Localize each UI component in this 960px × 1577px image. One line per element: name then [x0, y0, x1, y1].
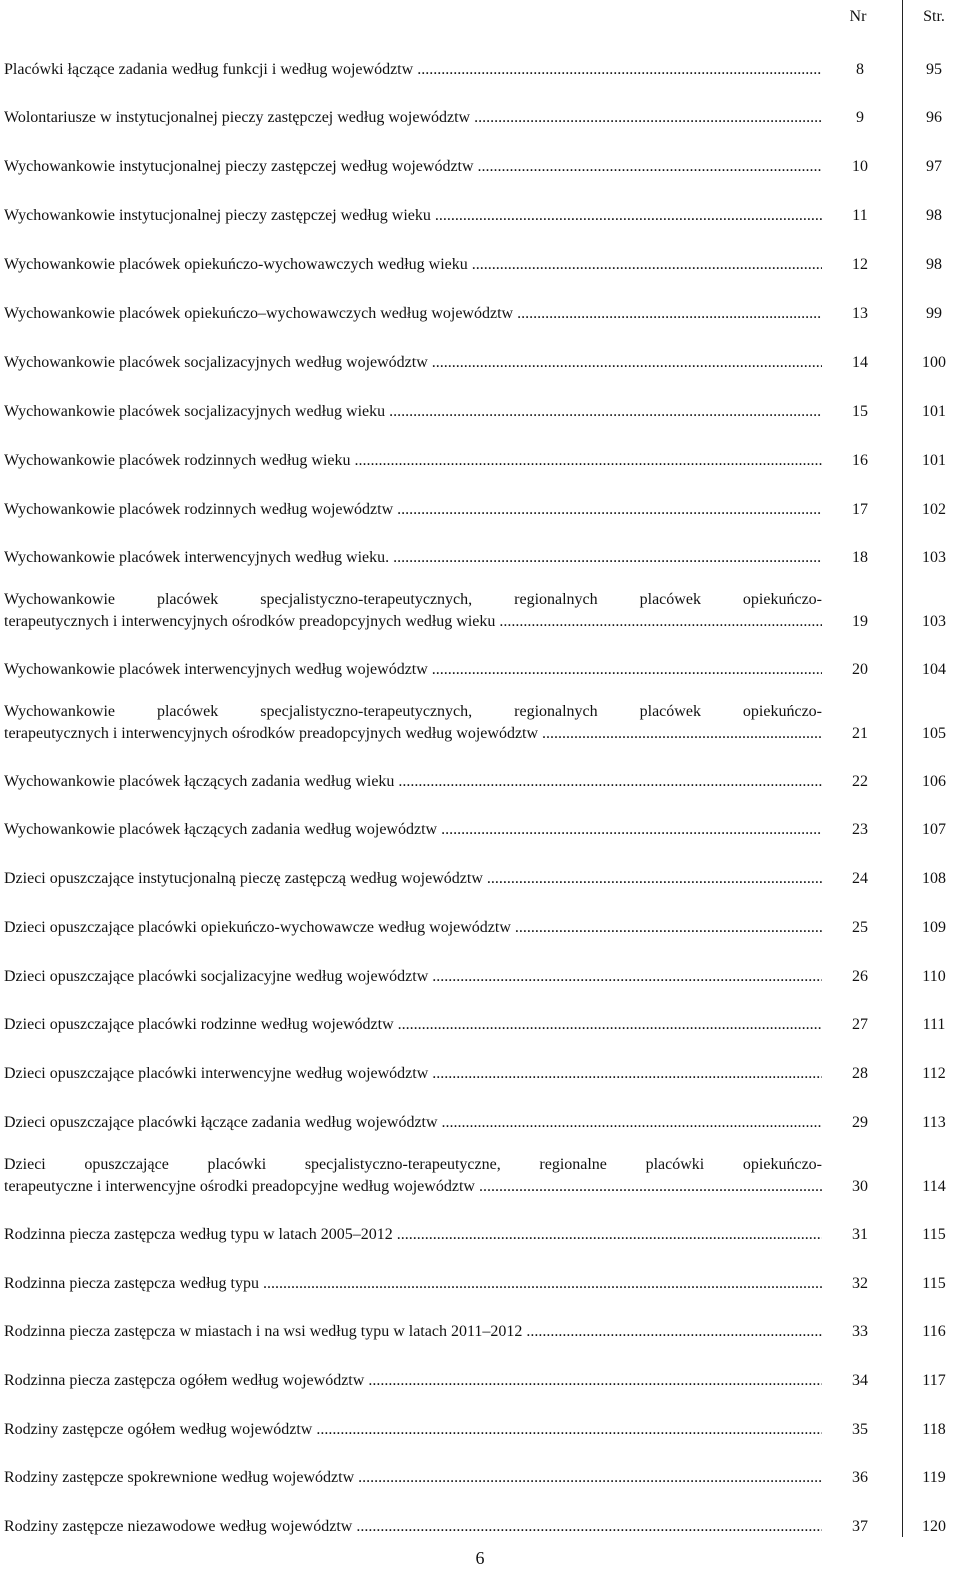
toc-entry-title-line1: Wychowankowie placówek specjalistyczno-terapeutycznych, regionalnych placówek opiekuńczo-: [4, 591, 822, 608]
toc-entry-number: 16: [852, 452, 868, 469]
toc-entry-title-line2: terapeutycznych i interwencyjnych ośrodków preadopcyjnych według województw .....: [4, 724, 822, 744]
toc-entry-title: Wychowankowie instytucjonalnej pieczy zastępczej według województw .....: [4, 157, 822, 177]
toc-entry-title: Wychowankowie placówek opiekuńczo–wychowawczych według województw .....: [4, 304, 822, 324]
toc-entry-page: 107: [922, 821, 946, 838]
toc-entry-number: 22: [852, 773, 868, 790]
toc-entry-page: 112: [922, 1065, 946, 1082]
toc-entry-title: Wychowankowie instytucjonalnej pieczy zastępczej według wieku .....: [4, 206, 822, 226]
toc-entry-title: Rodzinna piecza zastępcza według typu .....: [4, 1274, 822, 1294]
toc-entry-page: 113: [922, 1114, 946, 1131]
toc-entry-number: 14: [852, 354, 868, 371]
toc-entry-number: 28: [852, 1065, 868, 1082]
toc-entry-page: 110: [922, 968, 946, 985]
toc-entry-number: 20: [852, 661, 868, 678]
toc-entry-number: 19: [852, 613, 868, 630]
toc-entry-number: 37: [852, 1518, 868, 1535]
toc-entry-title: Wolontariusze w instytucjonalnej pieczy zastępczej według województw .....: [4, 108, 822, 128]
toc-entry-page: 120: [922, 1518, 946, 1535]
toc-entry-page: 96: [926, 109, 942, 126]
toc-entry-title: Wychowankowie placówek łączących zadania według województw .....: [4, 820, 822, 840]
toc-entry-number: 21: [852, 725, 868, 742]
toc-entry-page: 119: [922, 1469, 946, 1486]
toc-entry-page: 101: [922, 452, 946, 469]
toc-entry-number: 24: [852, 870, 868, 887]
toc-entry-number: 12: [852, 256, 868, 273]
toc-entry-number: 9: [856, 109, 864, 126]
toc-entry-title-line2: terapeutyczne i interwencyjne ośrodki preadopcyjne według województw .....: [4, 1177, 822, 1197]
toc-entry-title: Placówki łączące zadania według funkcji i według województw .....: [4, 60, 822, 80]
toc-entry-title: Wychowankowie placówek interwencyjnych według województw .....: [4, 660, 822, 680]
toc-entry-page: 111: [922, 1016, 946, 1033]
toc-entry-title: Dzieci opuszczające placówki interwencyjne według województw .....: [4, 1064, 822, 1084]
toc-entry-page: 99: [926, 305, 942, 322]
toc-entry-page: 104: [922, 661, 946, 678]
toc-entry-title-line2: terapeutycznych i interwencyjnych ośrodków preadopcyjnych według wieku .....: [4, 612, 822, 632]
page-number: 6: [475, 1548, 485, 1568]
toc-entry-title: Dzieci opuszczające instytucjonalną pieczę zastępczą według województw .....: [4, 869, 822, 889]
toc-entry-title: Wychowankowie placówek rodzinnych według wieku .....: [4, 451, 822, 471]
toc-entry-title: Rodziny zastępcze niezawodowe według województw .....: [4, 1517, 822, 1537]
toc-entry-title-line1: Wychowankowie placówek specjalistyczno-terapeutycznych, regionalnych placówek opiekuńczo-: [4, 703, 822, 720]
toc-entry-page: 115: [922, 1275, 946, 1292]
toc-entry-title: Wychowankowie placówek rodzinnych według województw .....: [4, 500, 822, 520]
toc-entry-number: 30: [852, 1178, 868, 1195]
toc-entry-page: 102: [922, 501, 946, 518]
toc-entry-number: 11: [852, 207, 868, 224]
header-str: Str.: [923, 8, 945, 25]
toc-entry-number: 13: [852, 305, 868, 322]
toc-entry-page: 108: [922, 870, 946, 887]
toc-entry-number: 26: [852, 968, 868, 985]
toc-entry-page: 98: [926, 256, 942, 273]
toc-entry-title-line1: Dzieci opuszczające placówki specjalistyczno-terapeutyczne, regionalne placówki opiekuńczo-: [4, 1156, 822, 1173]
toc-entry-page: 109: [922, 919, 946, 936]
toc-entry-title: Rodzinna piecza zastępcza ogółem według województw .....: [4, 1371, 822, 1391]
toc-entry-page: 116: [922, 1323, 946, 1340]
toc-entry-page: 106: [922, 773, 946, 790]
toc-entry-number: 25: [852, 919, 868, 936]
toc-entry-page: 118: [922, 1421, 946, 1438]
toc-entry-title: Wychowankowie placówek opiekuńczo-wychowawczych według wieku .....: [4, 255, 822, 275]
toc-entry-title: Rodziny zastępcze spokrewnione według województw .....: [4, 1468, 822, 1488]
toc-entry-number: 10: [852, 158, 868, 175]
toc-entry-number: 33: [852, 1323, 868, 1340]
toc-entry-number: 8: [856, 61, 864, 78]
toc-entry-number: 29: [852, 1114, 868, 1131]
toc-entry-title: Dzieci opuszczające placówki łączące zadania według województw .....: [4, 1113, 822, 1133]
toc-entry-number: 18: [852, 549, 868, 566]
toc-entry-number: 34: [852, 1372, 868, 1389]
toc-entry-page: 100: [922, 354, 946, 371]
toc-entry-number: 23: [852, 821, 868, 838]
toc-entry-number: 35: [852, 1421, 868, 1438]
toc-entry-page: 95: [926, 61, 942, 78]
toc-entry-page: 114: [922, 1178, 946, 1195]
toc-entry-number: 27: [852, 1016, 868, 1033]
column-divider: [902, 0, 903, 1537]
toc-entry-title: Rodziny zastępcze ogółem według województw .....: [4, 1420, 822, 1440]
toc-entry-page: 103: [922, 613, 946, 630]
toc-entry-page: 115: [922, 1226, 946, 1243]
toc-entry-title: Dzieci opuszczające placówki opiekuńczo-wychowawcze według województw .....: [4, 918, 822, 938]
toc-entry-page: 98: [926, 207, 942, 224]
toc-entry-title: Wychowankowie placówek socjalizacyjnych według województw .....: [4, 353, 822, 373]
toc-entry-page: 97: [926, 158, 942, 175]
toc-entry-page: 117: [922, 1372, 946, 1389]
toc-entry-number: 17: [852, 501, 868, 518]
toc-entry-page: 101: [922, 403, 946, 420]
toc-entry-page: 103: [922, 549, 946, 566]
toc-entry-title: Rodzinna piecza zastępcza w miastach i na wsi według typu w latach 2011–2012 .....: [4, 1322, 822, 1342]
toc-entry-page: 105: [922, 725, 946, 742]
toc-entry-number: 31: [852, 1226, 868, 1243]
toc-entry-title: Wychowankowie placówek interwencyjnych według wieku. .....: [4, 548, 822, 568]
toc-entry-number: 15: [852, 403, 868, 420]
toc-entry-number: 32: [852, 1275, 868, 1292]
toc-entry-title: Wychowankowie placówek socjalizacyjnych według wieku .....: [4, 402, 822, 422]
toc-entry-number: 36: [852, 1469, 868, 1486]
toc-entry-title: Wychowankowie placówek łączących zadania według wieku .....: [4, 772, 822, 792]
toc-entry-title: Dzieci opuszczające placówki socjalizacyjne według województw .....: [4, 967, 822, 987]
toc-entry-title: Rodzinna piecza zastępcza według typu w latach 2005–2012 .....: [4, 1225, 822, 1245]
header-nr: Nr: [849, 8, 867, 25]
toc-entry-title: Dzieci opuszczające placówki rodzinne według województw .....: [4, 1015, 822, 1035]
